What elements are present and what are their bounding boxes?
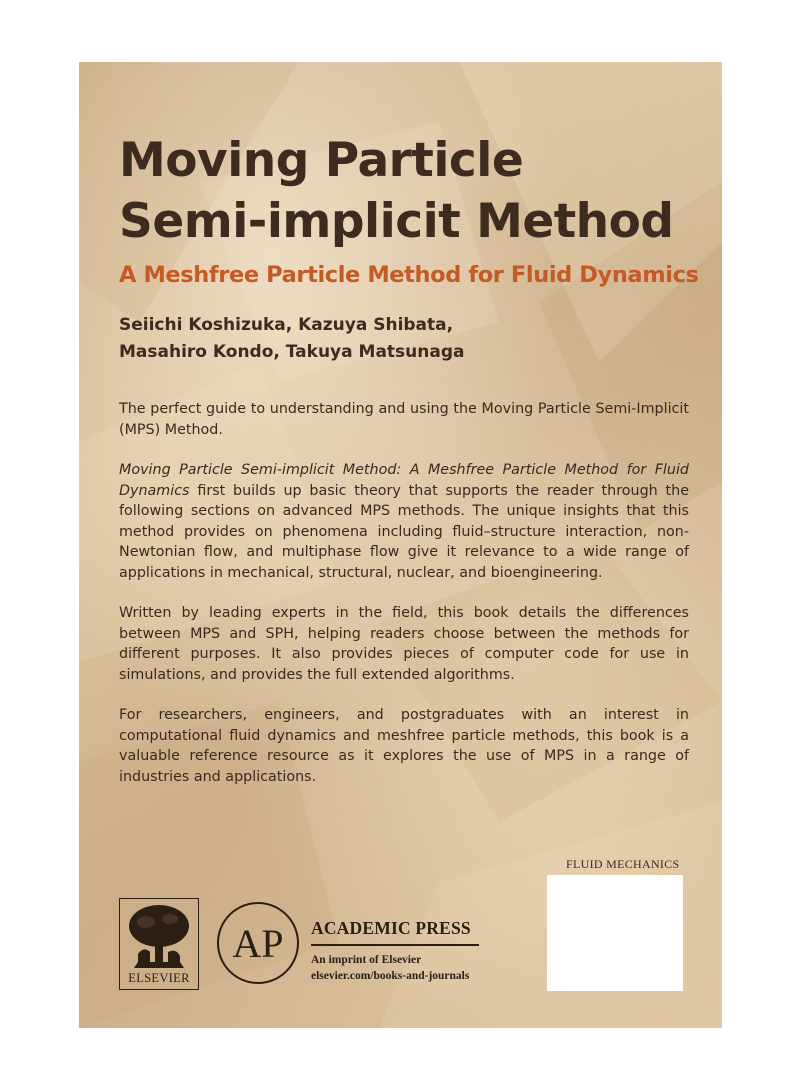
description-paragraph-1: The perfect guide to understanding and using the Moving Particle Semi-Implicit (MPS) Method. — [119, 401, 689, 438]
title-line-1: Moving Particle — [119, 133, 524, 188]
book-authors — [119, 312, 679, 366]
description-paragraph-2-text: first builds up basic theory that supports the reader through the following sections on advanced MPS methods. The unique insights that this method provides on phenomena including fluid–structure interaction, non-Newtonian flow, and multiphase flow give it relevance to a wide range of applications in mechanical, structural, nuclear, and bioengineering. — [119, 482, 689, 581]
book-description — [119, 399, 689, 807]
imprint-line: An imprint of Elsevier — [311, 954, 422, 966]
subject-category: FLUID MECHANICS — [566, 857, 680, 871]
publisher-website: elsevier.com/books-and-journals — [311, 970, 470, 982]
authors-line-1: Seiichi Koshizuka, Kazuya Shibata, — [119, 315, 454, 335]
elsevier-logo — [119, 898, 199, 990]
elsevier-label: ELSEVIER — [128, 971, 190, 985]
description-book-title-italic: Moving Particle Semi-implicit Method: A Meshfree Particle Method for Fluid Dynamics — [119, 462, 689, 499]
book-back-cover — [79, 62, 722, 1028]
description-paragraph-2 — [119, 460, 689, 583]
academic-press-logo-icon — [215, 900, 301, 986]
barcode-area — [547, 875, 683, 991]
publisher-divider — [311, 944, 479, 946]
authors-line-2: Masahiro Kondo, Takuya Matsunaga — [119, 342, 465, 362]
publisher-name: ACADEMIC PRESS — [311, 918, 471, 938]
elsevier-tree-icon — [124, 902, 194, 972]
book-title — [119, 130, 699, 252]
book-subtitle: A Meshfree Particle Method for Fluid Dynamics — [119, 262, 699, 288]
description-paragraph-3: Written by leading experts in the field, this book details the differences between MPS and SPH, helping readers choose between the methods for different purposes. It also provides pieces of computer code for use in simulations, and provides the full extended algorithms. — [119, 605, 689, 683]
ap-logo-letters: AP — [232, 921, 284, 966]
title-line-2: Semi-implicit Method — [119, 194, 674, 249]
description-paragraph-4: For researchers, engineers, and postgraduates with an interest in computational fluid dynamics and meshfree particle methods, this book is a valuable reference resource as it explores the use of MPS in a range of industries and applications. — [119, 707, 689, 785]
publisher-imprint — [311, 952, 469, 984]
